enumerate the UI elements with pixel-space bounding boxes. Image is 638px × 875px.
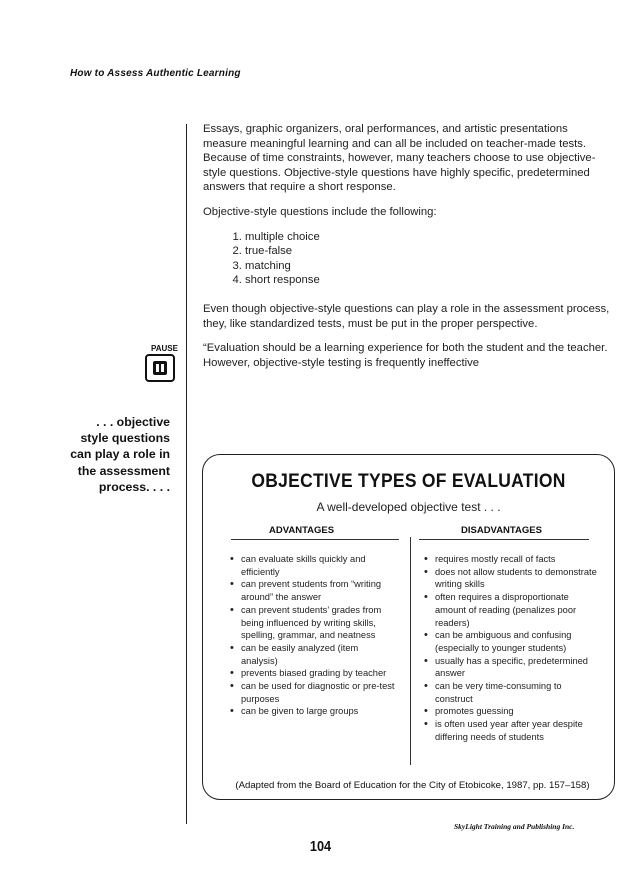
pause-icon [145,354,175,382]
pause-bar [161,364,164,372]
paragraph: “Evaluation should be a learning experience for both the student and the teacher. However, objective-style testing is frequently ineffective [203,342,608,369]
list-item: 4. short response [245,273,613,288]
pause-symbol [153,361,167,375]
evaluation-box [202,454,615,800]
list-item: • can prevent students from “writing around” the answer [229,578,397,603]
list-item: • promotes guessing [423,705,599,718]
pause-bar [156,364,159,372]
list-item: • can be given to large groups [229,705,397,718]
advantages-heading: ADVANTAGES [269,525,335,536]
list-item: 2. true-false [245,244,613,259]
pause-label: PAUSE [151,344,178,353]
paragraph: Objective-style questions include the following: [203,205,437,218]
disadvantages-list [423,553,599,744]
page-number: 104 [309,838,332,855]
running-head: How to Assess Authentic Learning [70,68,241,79]
paragraph: Essays, graphic organizers, oral performances, and artistic presentations measure meaningful learning and can all be included on teacher-made tests. Because of time constraints, however, many teachers choose to use objective-style questions. Objective-style questions have highly specific, predetermined answers that require a short response. [203,123,596,194]
advantages-list [229,553,397,718]
list-item: • can be very time-consuming to construct [423,680,599,705]
list-item: • usually has a specific, predetermined answer [423,655,599,680]
publisher-credit: SkyLight Training and Publishing Inc. [454,822,575,831]
list-item: • is often used year after year despite differing needs of students [423,718,599,743]
list-item: • can be used for diagnostic or pre-test purposes [229,680,397,705]
margin-rule [186,124,187,824]
list-item: • can be easily analyzed (item analysis) [229,642,397,667]
list-item: • does not allow students to demonstrate writing skills [423,566,599,591]
paragraph: Even though objective-style questions can play a role in the assessment process, they, like standardized tests, must be put in the proper perspective. [203,302,610,330]
box-title: OBJECTIVE TYPES OF EVALUATION [251,471,566,492]
list-item: 3. matching [245,259,613,274]
list-item: • often requires a disproportionate amount of reading (penalizes poor readers) [423,591,599,629]
divider [419,539,589,540]
disadvantages-heading: DISADVANTAGES [461,525,542,536]
divider [231,539,399,540]
main-text [203,122,613,380]
list-item: • can be ambiguous and confusing (especially to younger students) [423,629,599,654]
list-item: • can evaluate skills quickly and efficiently [229,553,397,578]
list-item: 1. multiple choice [245,230,613,245]
list-item: • prevents biased grading by teacher [229,667,397,680]
source-credit: (Adapted from the Board of Education for the City of Etobicoke, 1987, pp. 157–158) [235,780,590,791]
question-types-list [203,230,613,288]
margin-note: . . . objective style questions can play a role in the assessment process. . . . [70,415,170,494]
list-item: • can prevent students’ grades from being influenced by writing skills, spelling, grammar, and neatness [229,604,397,642]
list-item: • requires mostly recall of facts [423,553,599,566]
column-divider [410,537,411,765]
box-subtitle: A well-developed objective test . . . [316,500,501,514]
